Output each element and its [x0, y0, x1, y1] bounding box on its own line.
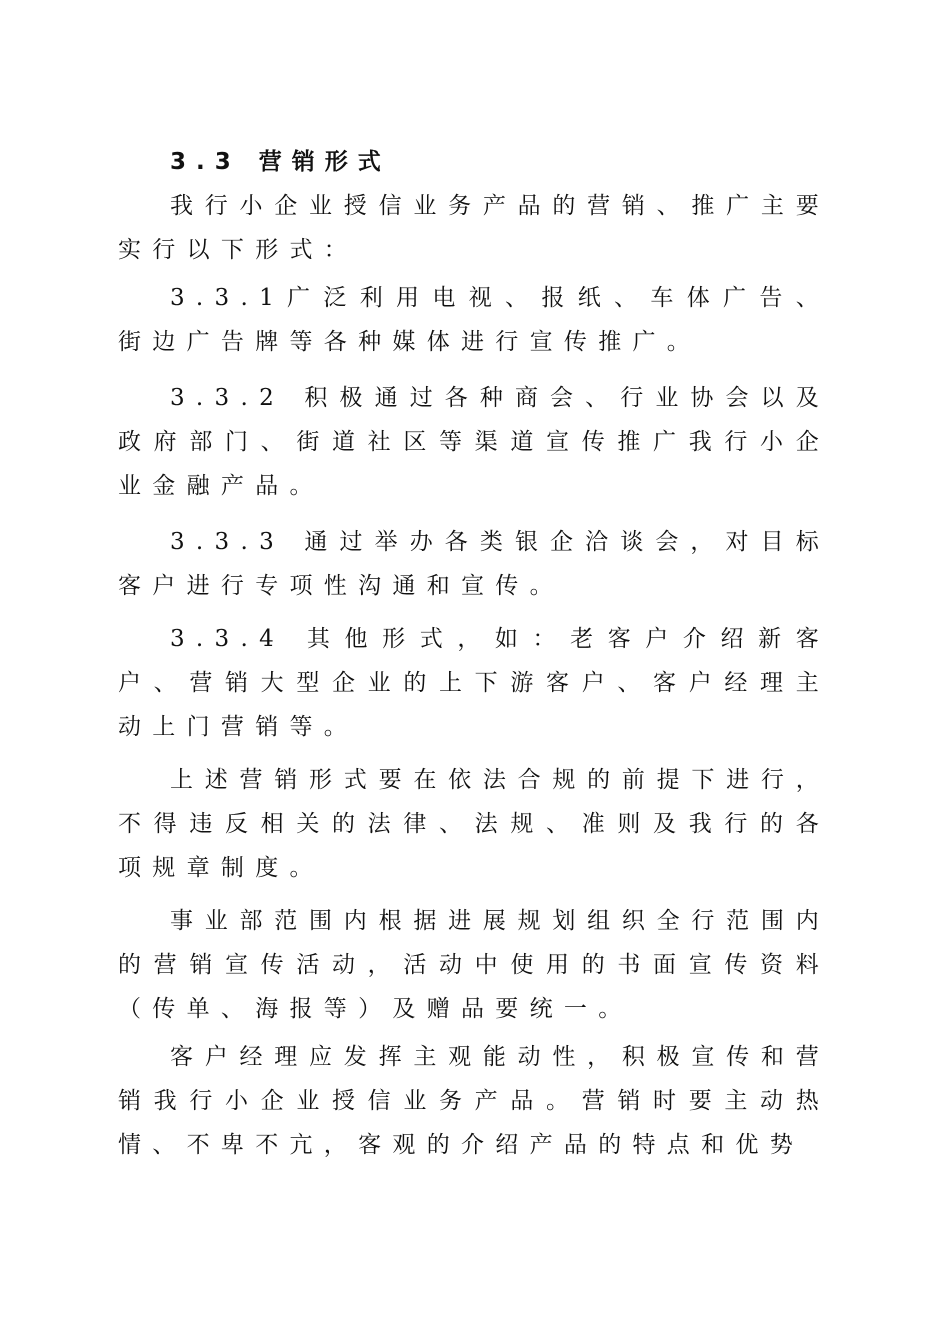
paragraph-division-activities: 事业部范围内根据进展规划组织全行范围内的营销宣传活动，活动中使用的书面宣传资料（传单、海报等）及赠品要统一。: [118, 908, 830, 1022]
paragraph-3-3-1: 3.3.1广泛利用电视、报纸、车体广告、街边广告牌等各种媒体进行宣传推广。: [118, 285, 830, 355]
paragraph-3-3-2: 3.3.2 积极通过各种商会、行业协会以及政府部门、街道社区等渠道宣传推广我行小企业金融产品。: [118, 385, 830, 499]
paragraph-intro: 我行小企业授信业务产品的营销、推广主要实行以下形式：: [118, 193, 830, 263]
paragraph-account-manager: 客户经理应发挥主观能动性，积极宣传和营销我行小企业授信业务产品。营销时要主动热情、不卑不亢，客观的介绍产品的特点和优势: [118, 1044, 830, 1158]
paragraph-compliance: 上述营销形式要在依法合规的前提下进行，不得违反相关的法律、法规、准则及我行的各项规章制度。: [118, 767, 830, 881]
paragraph-3-3-4: 3.3.4 其他形式，如：老客户介绍新客户、营销大型企业的上下游客户、客户经理主动上门营销等。: [118, 626, 830, 740]
section-heading: 3.3 营销形式: [170, 149, 391, 175]
document-body: [118, 140, 830, 1167]
paragraph-3-3-3: 3.3.3 通过举办各类银企洽谈会，对目标客户进行专项性沟通和宣传。: [118, 529, 830, 599]
